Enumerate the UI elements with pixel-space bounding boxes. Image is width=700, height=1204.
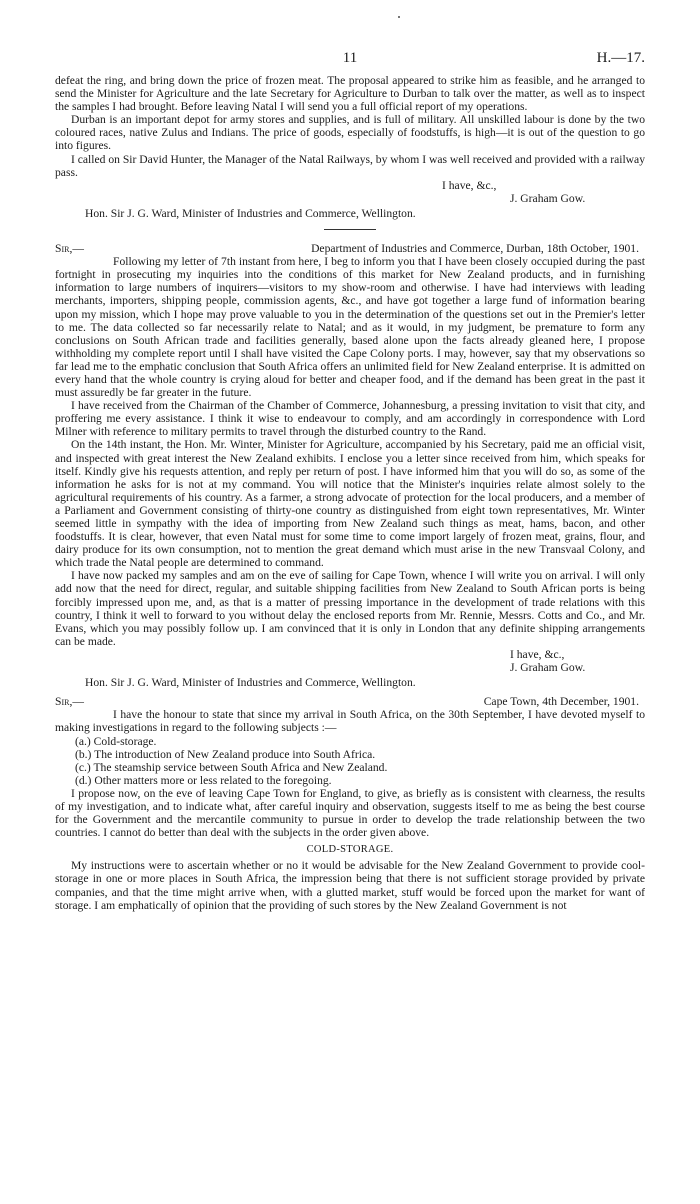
letter-1-paragraph: Durban is an important depot for army stores and supplies, and is full of military. All unskilled labour is done by the two coloured races, native Zulus and Indians. The price of goods, especially of foodstuffs, is high—it is out of the question to go into figures. <box>55 113 645 153</box>
letter-2-paragraph: Following my letter of 7th instant from here, I beg to inform you that I have been closely occupied during the past fortnight in prosecuting my inquiries into the conditions of this market for New Zealand products, and in furnishing information to large numbers of inquirers—visitors to my show-room and otherwise. I have had interviews with leading merchants, importers, shipping people, commission agents, &c., and have got together a large fund of information bearing upon my mission, which I hope may prove valuable to you in the determination of the questions set out in the Premier's letter to me. The data collected so far necessarily relate to Natal; and as it would, in my judgment, be premature to form any conclusions on South African trade and facilities generally, based alone upon the facts already gleaned here, I propose withholding my complete report until I shall have visited the Cape Colony ports. I may, however, say that my observations so far lead me to the emphatic conclusion that South Africa offers an unlimited field for New Zealand enterprise. It is admitted on every hand that the whole country is crying aloud for better and cheaper food, and if the demand has been great in the past it must assuredly be far greater in the future. <box>55 255 645 400</box>
list-item: (d.) Other matters more or less related to the foregoing. <box>75 773 332 787</box>
section-heading: COLD-STORAGE. <box>306 844 394 856</box>
list-item: (c.) The steamship service between South Africa and New Zealand. <box>75 760 388 774</box>
letter-2-signature: J. Graham Gow. <box>510 661 586 675</box>
letter-2-dateline: Department of Industries and Commerce, Durban, 18th October, 1901. <box>311 242 639 256</box>
document-reference: H.—17. <box>596 50 645 66</box>
page-mark <box>398 16 400 18</box>
letter-1-closing: I have, &c., <box>442 178 497 192</box>
section-divider <box>324 229 376 230</box>
letter-1-paragraph: defeat the ring, and bring down the price of frozen meat. The proposal appeared to strike him as feasible, and he arranged to send the Minister for Agriculture and the late Secretary for Agriculture to Durban to talk over the matter, as well as to inspect the samples I had brought. Before leaving Natal I will send you a full official report of my operations. <box>55 74 645 114</box>
letter-2-addressee: Hon. Sir J. G. Ward, Minister of Industries and Commerce, Wellington. <box>85 676 416 690</box>
letter-2-paragraph: I have now packed my samples and am on the eve of sailing for Cape Town, whence I will write you on arrival. I will only add now that the need for direct, regular, and suitable shipping facilities from New Zealand to South African ports is being forcibly impressed upon me, and, as that is a matter of pressing importance in the development of trade relations with this country, I think it well to forward to you without delay the enclosed reports from Mr. Rennie, Messrs. Cotts and Co., and Mr. Evans, which you may possibly follow up. I am convinced that it is only in London that any definite shipping arrangements can be made. <box>55 569 645 648</box>
letter-2 <box>55 242 645 689</box>
letter-3-paragraph: My instructions were to ascertain whether or no it would be advisable for the New Zealand Government to provide cool-storage in one or more places in South Africa, the impression being that there is not sufficient storage provided by private companies, and that the time might arrive when, with a glutted market, stuff would be forced upon the market for want of storage. I am emphatically of opinion that the providing of such stores by the New Zealand Government is not <box>55 859 645 912</box>
letter-3-dateline: Cape Town, 4th December, 1901. <box>483 695 639 709</box>
letter-2-salutation: Sir,— <box>55 242 84 256</box>
list-item: (b.) The introduction of New Zealand produce into South Africa. <box>75 747 376 761</box>
letter-2-closing: I have, &c., <box>510 647 565 661</box>
letter-1-addressee: Hon. Sir J. G. Ward, Minister of Industries and Commerce, Wellington. <box>85 206 416 220</box>
letter-2-paragraph: On the 14th instant, the Hon. Mr. Winter, Minister for Agriculture, accompanied by his Secretary, paid me an official visit, and inspected with great interest the New Zealand exhibits. I enclose you a letter since received from him, which speaks for itself. Kindly give his requests attention, and reply per return of post. I have informed him that you will do so, as some of the information he asks for is not at my command. You will notice that the Minister's inquiries relate almost solely to the agricultural requirements of his country. As a farmer, a strong advocate of protection for the local producers, and a member of a Parliament and Government consisting of thirty-one country as distinguished from eight town representatives, Mr. Winter seemed little in sympathy with the idea of importing from New Zealand such things as meat, hams, bacon, and other foodstuffs. It is clear, however, that even Natal must for some time to come import largely of frozen meat, grains, flour, and dairy produce for its own consumption, not to mention the great demand which must arise in the new Transvaal Colony, and which trade the Natal people are determined to command. <box>55 438 645 570</box>
letter-3-heading <box>55 695 645 708</box>
letter-1-paragraph: I called on Sir David Hunter, the Manager of the Natal Railways, by whom I was well received and provided with a railway pass. <box>55 152 645 179</box>
letter-3-salutation: Sir,— <box>55 695 84 709</box>
letter-3-paragraph: I have the honour to state that since my arrival in South Africa, on the 30th September, I have devoted myself to making investigations in regard to the following subjects :— <box>55 708 645 735</box>
letter-3-paragraph: I propose now, on the eve of leaving Cape Town for England, to give, as briefly as is consistent with clearness, the results of my investigation, and to indicate what, after careful inquiry and observation, suggests itself to me as being the best course for the Government and the mercantile community to pursue in order to develop the trade relationship between the two countries. I cannot do better than deal with the subjects in the order given above. <box>55 786 645 840</box>
letter-1-signature: J. Graham Gow. <box>510 191 586 205</box>
page-number: 11 <box>342 50 358 66</box>
letter-3 <box>55 695 645 912</box>
subject-list <box>55 735 645 787</box>
letter-2-heading <box>55 242 645 255</box>
letter-1 <box>55 74 645 220</box>
list-item: (a.) Cold-storage. <box>75 734 157 748</box>
letter-2-paragraph: I have received from the Chairman of the Chamber of Commerce, Johannesburg, a pressing invitation to visit that city, and proffering me every assistance. I think it wise to endeavour to comply, and am accordingly in correspondence with Lord Milner with reference to military permits to travel through the disturbed country to the Rand. <box>55 399 645 439</box>
document-page <box>55 52 645 912</box>
page-header <box>55 52 645 74</box>
